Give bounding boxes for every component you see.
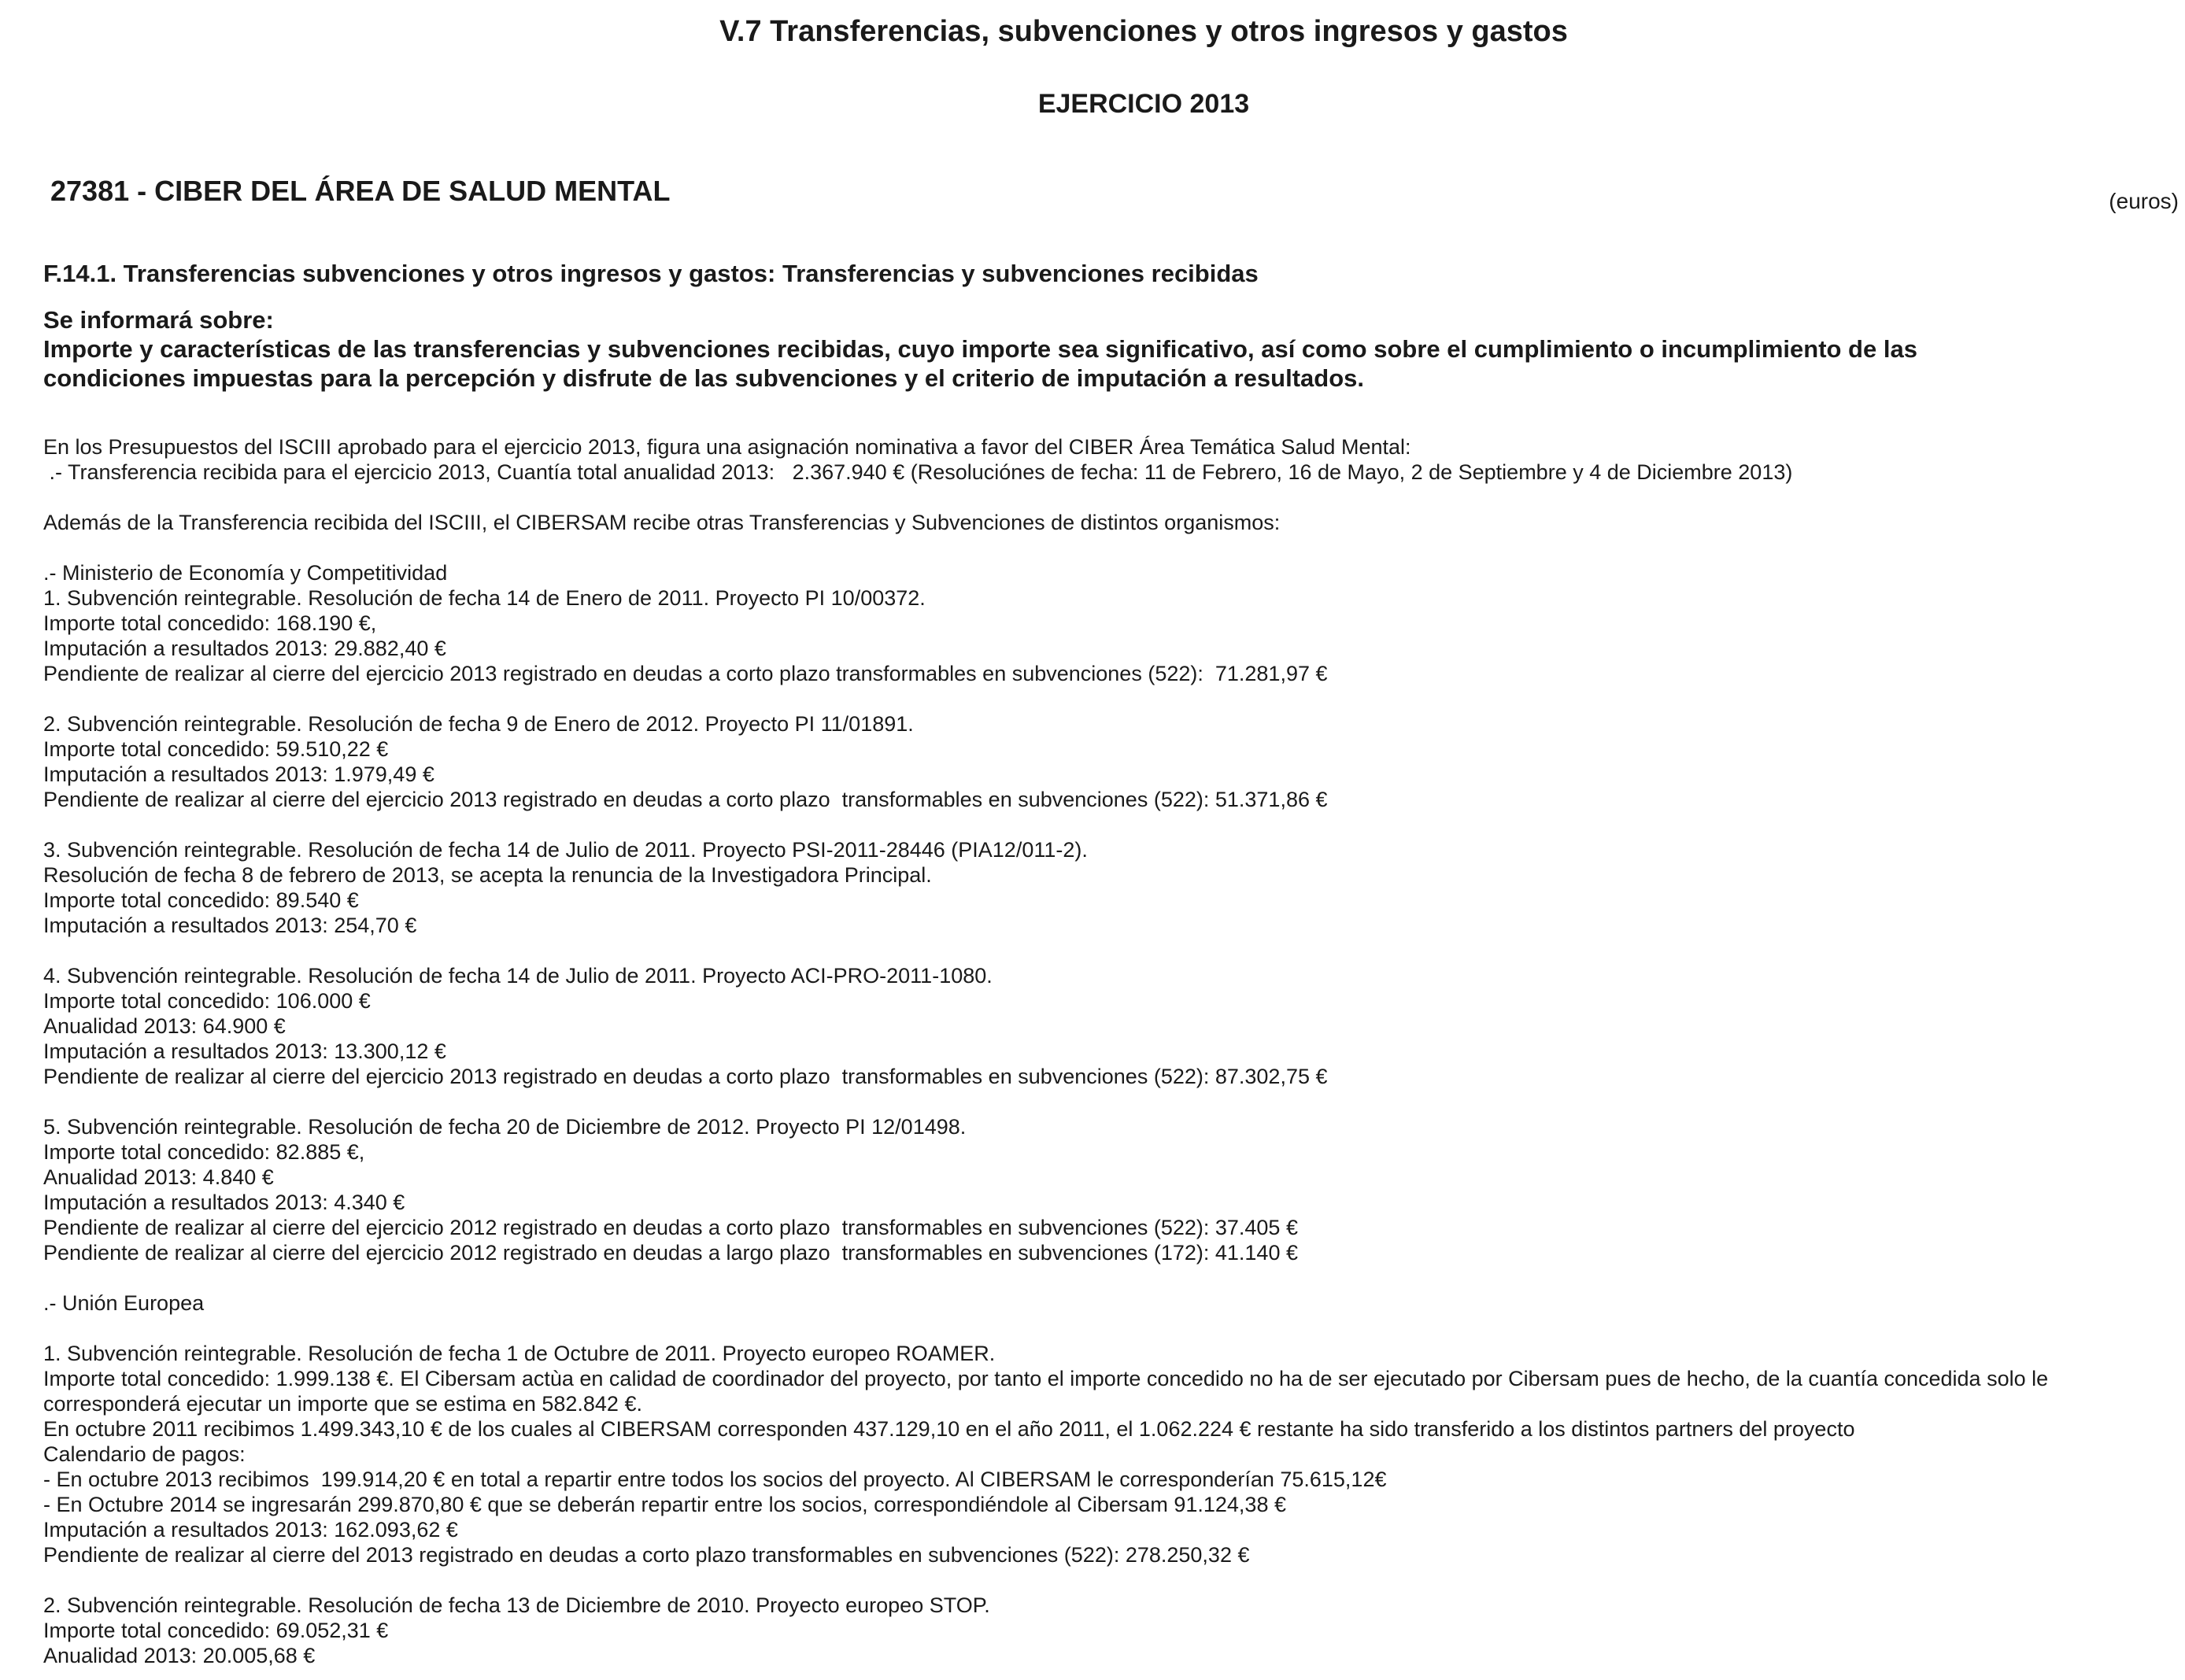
grant-line: 3. Subvención reintegrable. Resolución de fecha 14 de Julio de 2011. Proyecto PSI-2011-28446 (PIA12/011-2). [43, 838, 1088, 862]
ue-heading: .- Unión Europea [43, 1291, 205, 1315]
grant-line: Imputación a resultados 2013: 254,70 € [43, 914, 417, 937]
spacer [43, 1316, 2180, 1341]
grant-line: Imputación a resultados 2013: 1.979,49 € [43, 762, 434, 786]
grant-line: 2. Subvención reintegrable. Resolución de fecha 9 de Enero de 2012. Proyecto PI 11/01891. [43, 712, 914, 736]
grant-line: Pendiente de realizar al cierre del ejercicio 2012 registrado en deudas a largo plazo transformables en subvenciones (172): 41.140 € [43, 1241, 1298, 1265]
inform-label: Se informará sobre: [43, 306, 274, 334]
grant-line: Imputación a resultados 2013: 29.882,40 € [43, 637, 446, 660]
grant-line: 1. Subvención reintegrable. Resolución de fecha 14 de Enero de 2011. Proyecto PI 10/00372. [43, 586, 926, 610]
inform-block [43, 305, 2066, 393]
grant-line: Importe total concedido: 1.999.138 €. El Cibersam actùa en calidad de coordinador del proyecto, por tanto el importe concedido no ha de ser ejecutado por Cibersam pues de hecho, de la cuantía concedida solo le corresponderá ejecutar un importe que se estima en 582.842 €. [43, 1367, 2049, 1416]
entity-heading: 27381 - CIBER DEL ÁREA DE SALUD MENTAL [50, 175, 671, 207]
intro-line: Además de la Transferencia recibida del ISCIII, el CIBERSAM recibe otras Transferencias y Subvenciones de distintos organismos: [43, 511, 1281, 534]
grant-line: Anualidad 2013: 4.840 € [43, 1165, 274, 1189]
intro-line: En los Presupuestos del ISCIII aprobado para el ejercicio 2013, figura una asignación nominativa a favor del CIBER Área Temática Salud Mental: [43, 435, 1411, 459]
document-body [43, 434, 2180, 1668]
grant-line: Pendiente de realizar al cierre del ejercicio 2013 registrado en deudas a corto plazo transformables en subvenciones (522): 71.281,97 € [43, 662, 1328, 685]
grant-line: Importe total concedido: 89.540 € [43, 888, 359, 912]
fiscal-year-heading: EJERCICIO 2013 [1037, 89, 1250, 119]
grant-line: Imputación a resultados 2013: 13.300,12 € [43, 1039, 446, 1063]
grant-line: Anualidad 2013: 20.005,68 € [43, 1644, 316, 1667]
grant-line: 2. Subvención reintegrable. Resolución de fecha 13 de Diciembre de 2010. Proyecto europeo STOP. [43, 1593, 990, 1617]
spacer [43, 485, 2180, 510]
spacer [43, 1567, 2180, 1593]
grant-line: Importe total concedido: 106.000 € [43, 989, 371, 1013]
grant-line: Imputación a resultados 2013: 162.093,62 € [43, 1518, 458, 1542]
grant-line: Importe total concedido: 59.510,22 € [43, 737, 389, 761]
spacer [43, 938, 2180, 963]
grant-line: En octubre 2011 recibimos 1.499.343,10 € de los cuales al CIBERSAM corresponden 437.129,10 en el año 2011, el 1.062.224 € restante ha sido transferido a los distintos partners del proyecto [43, 1417, 1855, 1441]
spacer [43, 535, 2180, 560]
grant-line: Pendiente de realizar al cierre del ejercicio 2013 registrado en deudas a corto plazo transformables en subvenciones (522): 51.371,86 € [43, 788, 1328, 811]
spacer [43, 812, 2180, 837]
grant-line: 4. Subvención reintegrable. Resolución de fecha 14 de Julio de 2011. Proyecto ACI-PRO-2011-1080. [43, 964, 993, 988]
grant-line: Pendiente de realizar al cierre del ejercicio 2012 registrado en deudas a corto plazo transformables en subvenciones (522): 37.405 € [43, 1216, 1298, 1239]
grant-line: - En octubre 2013 recibimos 199.914,20 € en total a repartir entre todos los socios del proyecto. Al CIBERSAM le corresponderían 75.615,12€ [43, 1468, 1387, 1491]
spacer [43, 1265, 2180, 1290]
units-label: (euros) [2109, 189, 2179, 213]
grant-line: - En Octubre 2014 se ingresarán 299.870,80 € que se deberán repartir entre los socios, correspondiéndole al Cibersam 91.124,38 € [43, 1493, 1286, 1516]
grant-line: Importe total concedido: 69.052,31 € [43, 1619, 389, 1642]
grant-line: Imputación a resultados 2013: 4.340 € [43, 1191, 405, 1214]
section-heading: F.14.1. Transferencias subvenciones y otros ingresos y gastos: Transferencias y subvenciones recibidas [43, 260, 1259, 287]
grant-line: Pendiente de realizar al cierre del 2013 registrado en deudas a corto plazo transformables en subvenciones (522): 278.250,32 € [43, 1543, 1250, 1567]
spacer [43, 686, 2180, 711]
grant-line: Pendiente de realizar al cierre del ejercicio 2013 registrado en deudas a corto plazo transformables en subvenciones (522): 87.302,75 € [43, 1065, 1328, 1088]
grant-line: Importe total concedido: 168.190 €, [43, 611, 377, 635]
grant-line: Importe total concedido: 82.885 €, [43, 1140, 365, 1164]
grant-line: 1. Subvención reintegrable. Resolución de fecha 1 de Octubre de 2011. Proyecto europeo ROAMER. [43, 1342, 996, 1365]
grant-line: Calendario de pagos: [43, 1442, 246, 1466]
spacer [43, 1089, 2180, 1114]
grant-line: Anualidad 2013: 64.900 € [43, 1014, 286, 1038]
page-title: V.7 Transferencias, subvenciones y otros ingresos y gastos [719, 15, 1568, 48]
grant-line: 5. Subvención reintegrable. Resolución de fecha 20 de Diciembre de 2012. Proyecto PI 12/01498. [43, 1115, 967, 1139]
inform-text: Importe y características de las transferencias y subvenciones recibidas, cuyo importe sea significativo, así como sobre el cumplimiento o incumplimiento de las condiciones impuestas para la percepción y disfrute de las subvenciones y el criterio de imputación a resultados. [43, 335, 1917, 392]
grant-line: Resolución de fecha 8 de febrero de 2013, se acepta la renuncia de la Investigadora Principal. [43, 863, 932, 887]
intro-line: .- Transferencia recibida para el ejercicio 2013, Cuantía total anualidad 2013: 2.367.940 € (Resoluciónes de fecha: 11 de Febrero, 16 de Mayo, 2 de Septiembre y 4 de Diciembre 2013) [43, 460, 1793, 484]
ministerio-heading: .- Ministerio de Economía y Competitividad [43, 561, 448, 585]
